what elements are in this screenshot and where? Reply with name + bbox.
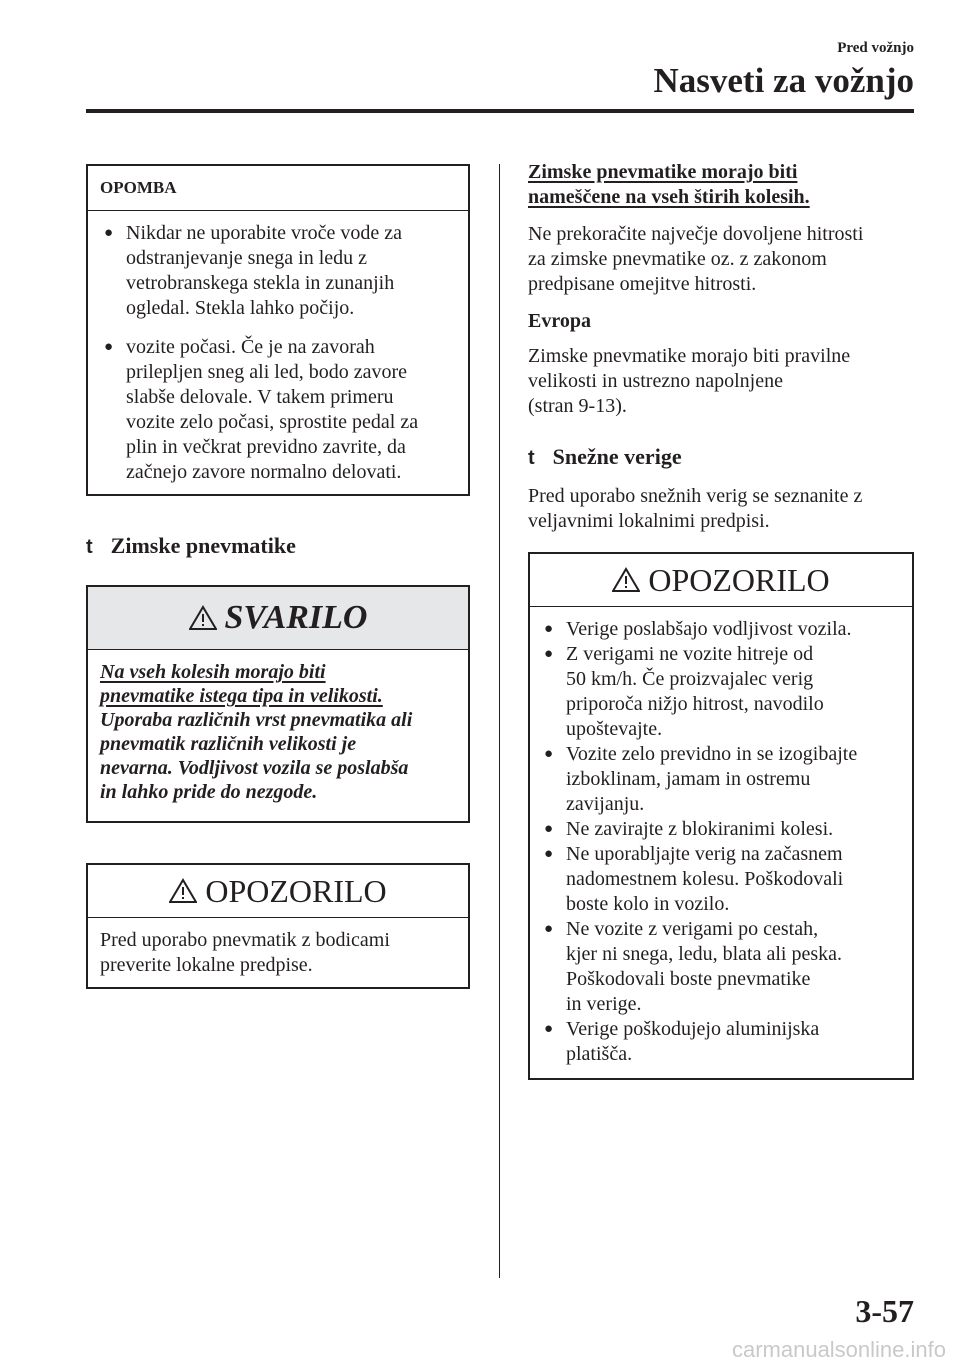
section-marker-icon: t [528,447,535,469]
list-item: ● Z verigami ne vozite hitreje od 50 km/h. Če proizvajalec verig priporoča nižjo hitrost, navodilo upoštevajte. [544,643,824,740]
page-number: 3-57 [855,1293,914,1329]
speed-limit-paragraph: Ne prekoračite največje dovoljene hitrosti za zimske pnevmatike oz. z zakonom predpisane omejitve hitrosti. [528,223,864,295]
bullet-icon: ● [104,225,114,241]
column-divider [499,164,500,1278]
header-rule [86,109,914,113]
snow-chains-heading: t Snežne verige [528,444,682,469]
section-marker-icon: t [86,536,93,558]
bullet-icon: ● [544,621,554,637]
chains-paragraph: Pred uporabo snežnih verig se seznanite z veljavnimi lokalnimi predpisi. [528,485,863,532]
winter-tyres-heading: t Zimske pnevmatike [86,533,296,558]
svarilo-heading: SVARILO [224,599,368,636]
bullet-icon: ● [544,821,554,837]
opozorilo-header [530,554,912,607]
svarilo-box [86,585,470,823]
right-column [528,160,918,534]
list-item: ● Ne uporabljajte verig na začasnem nadomestnem kolesu. Poškodovali boste kolo in vozilo. [544,843,844,915]
list-item: ● Vozite zelo previdno in se izogibajte izboklinam, jamam in ostremu zavijanju. [544,743,858,815]
note-box [86,164,470,496]
note-item: ● vozite počasi. Če je na zavorah prilepljen sneg ali led, bodo zavore slabše delovale. V takem primeru vozite zelo počasi, sprostite pedal za plin in večkrat previdno zavrite, da začnejo zavore normalno delovati. [104,336,419,483]
watermark: carmanualsonline.info [731,1337,946,1362]
bullet-icon: ● [544,646,554,662]
bullet-icon: ● [544,921,554,937]
europe-subheading: Evropa [528,310,591,332]
europe-paragraph: Zimske pnevmatike morajo biti pravilne velikosti in ustrezno napolnjene (stran 9-13). [528,345,851,417]
winter-tyres-all-wheels-heading: Zimske pnevmatike morajo biti nameščene na vseh štirih kolesih. [528,161,810,208]
note-heading: OPOMBA [88,166,468,211]
warning-triangle-icon [612,567,640,593]
bullet-icon: ● [544,746,554,762]
warning-triangle-icon [169,878,197,904]
list-item: ● Verige poškodujejo aluminijska platišča. [544,1018,820,1065]
opozorilo-box-chains [528,552,914,1080]
bullet-icon: ● [544,846,554,862]
opozorilo-heading: OPOZORILO [205,873,387,909]
opozorilo-box-studded [86,863,470,989]
opozorilo-heading: OPOZORILO [648,562,830,598]
chains-warning-list [530,607,912,1067]
list-item: ● Verige poslabšajo vodljivost vozila. [544,618,852,640]
svarilo-text: Na vseh kolesih morajo biti pnevmatike istega tipa in velikosti. Uporaba različnih vrst pnevmatika ali pnevmatik različnih velikosti je nevarna. Vodljivost vozila se poslabša in lahko pride do nezgode. [100,661,413,803]
page-title: Nasveti za vožnjo [653,61,914,100]
bullet-icon: ● [104,339,114,355]
opozorilo-text: Pred uporabo pnevmatik z bodicami preverite lokalne predpise. [100,929,390,976]
note-item: ● Nikdar ne uporabite vroče vode za odstranjevanje snega in ledu z vetrobranskega stekla in zunanjih ogledal. Stekla lahko počijo. [104,222,402,319]
bullet-icon: ● [544,1021,554,1037]
opozorilo-header [88,865,468,918]
svarilo-header [88,587,468,650]
list-item: ● Ne vozite z verigami po cestah, kjer ni snega, ledu, blata ali peska. Poškodovali boste pnevmatike in verige. [544,918,843,1015]
warning-triangle-icon [189,605,217,631]
section-label: Pred vožnjo [837,40,914,56]
list-item: ● Ne zavirajte z blokiranimi kolesi. [544,818,834,840]
